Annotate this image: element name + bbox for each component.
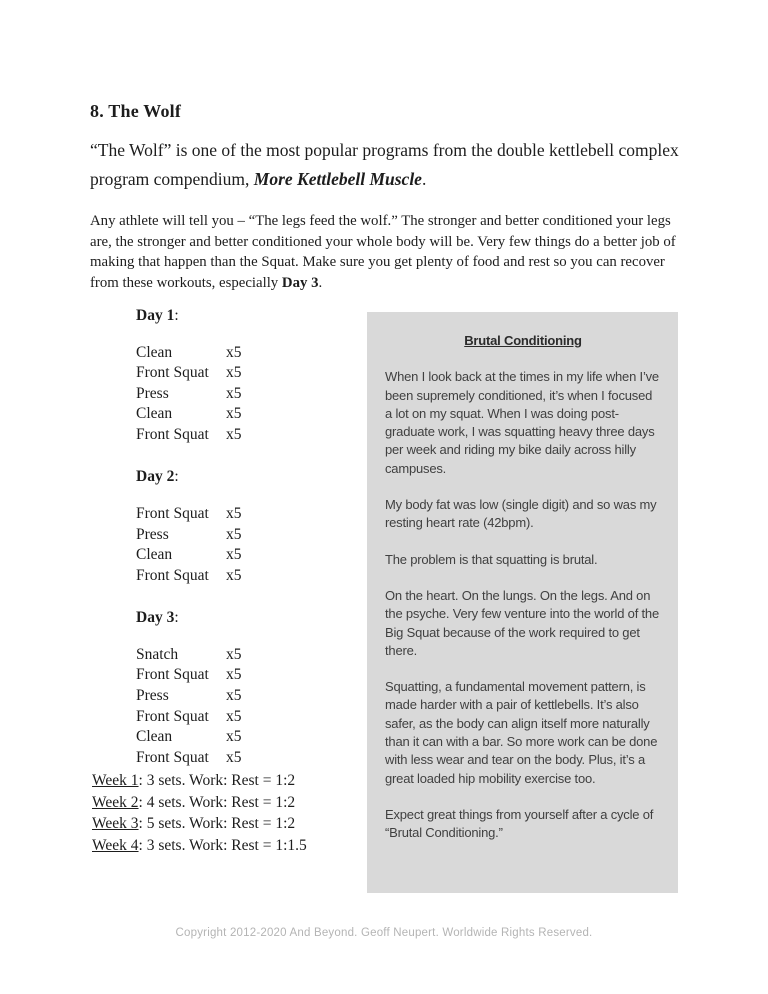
exercise-reps: x5 [226,364,242,382]
exercise-reps: x5 [226,748,242,766]
day-1-colon: : [174,307,179,324]
exercise-reps: x5 [226,525,242,543]
day-3-heading [136,608,356,629]
exercise-row [136,707,356,728]
exercise-row [136,363,356,384]
week-row [92,835,307,857]
exercise-reps: x5 [226,645,242,663]
exercise-reps: x5 [226,566,242,584]
day-2-block [136,467,356,586]
body-text-before: Any athlete will tell you – “The legs feed the wolf.” The stronger and better conditioned your legs are, the stronger and better conditioned your whole body will be. Very few things do a better job of making that happen than the Squat. Make sure you get plenty of food and rest so you can recover from these workouts, especially [90,213,676,291]
day-3-block [136,608,356,768]
section-heading: 8. The Wolf [90,101,182,122]
exercise-name: Clean [136,546,173,564]
exercise-row [136,748,356,769]
copyright-footer: Copyright 2012-2020 And Beyond. Geoff Neupert. Worldwide Rights Reserved. [175,927,593,939]
exercise-name: Press [136,384,169,402]
exercise-name: Front Squat [136,707,209,725]
day-2-heading [136,467,356,488]
week-schedule [92,770,307,856]
exercise-name: Clean [136,343,173,361]
intro-paragraph [90,136,692,194]
sidebar-paragraph: My body fat was low (single digit) and so was my resting heart rate (42bpm). [385,497,657,531]
exercise-reps: x5 [226,546,242,564]
exercise-name: Front Squat [136,504,209,522]
sidebar-paragraph: Squatting, a fundamental movement pattern, is made harder with a pair of kettlebells. It’s also safer, as the body can align itself more naturally than it can with a bar. So more work can be done with less wear and tear on the body. Plus, it’s a great loaded hip mobility exercise too. [385,679,658,786]
workout-program [136,306,356,768]
exercise-row [136,343,356,364]
exercise-row [136,404,356,425]
exercise-row [136,545,356,566]
exercise-name: Snatch [136,645,179,663]
exercise-reps: x5 [226,425,242,443]
exercise-name: Front Squat [136,566,209,584]
day-3-colon: : [174,609,179,627]
body-text-after: . [318,274,323,291]
week-details: : 3 sets. Work: Rest = 1:2 [138,772,296,789]
body-bold-text: Day 3 [281,274,319,291]
exercise-name: Front Squat [136,364,209,382]
exercise-row [136,525,356,546]
week-details: : 5 sets. Work: Rest = 1:2 [138,815,296,832]
day-3-label: Day 3 [136,609,175,627]
week-row [92,792,307,814]
body-paragraph [90,211,690,293]
intro-text-after: . [421,169,427,189]
exercise-name: Front Squat [136,425,209,443]
week-row [92,813,307,835]
day-2-label: Day 2 [136,468,175,486]
exercise-name: Front Squat [136,748,209,766]
book-title: More Kettlebell Muscle [253,169,422,189]
week-row [92,770,307,792]
exercise-reps: x5 [226,384,242,402]
week-details: : 3 sets. Work: Rest = 1:1.5 [138,836,307,854]
week-label: Week 2 [92,793,139,811]
exercise-row [136,425,356,446]
exercise-name: Clean [136,728,173,746]
exercise-reps: x5 [226,687,242,705]
week-label: Week 4 [92,836,139,854]
week-label: Week 3 [92,815,139,832]
sidebar-paragraph: On the heart. On the lungs. On the legs. And on the psyche. Very few venture into the world of the Big Squat because of the work required to get there. [385,587,659,658]
exercise-row [136,686,356,707]
day-1-label: Day 1 [136,307,175,324]
exercise-name: Front Squat [136,666,209,684]
sidebar-title: Brutal Conditioning [464,333,582,348]
exercise-reps: x5 [226,707,242,725]
exercise-row [136,665,356,686]
week-details: : 4 sets. Work: Rest = 1:2 [138,793,296,811]
exercise-name: Press [136,525,169,543]
exercise-name: Press [136,687,169,705]
exercise-reps: x5 [226,504,242,522]
day-1-heading [136,306,356,327]
exercise-reps: x5 [226,666,242,684]
exercise-name: Clean [136,405,173,423]
intro-text-before: “The Wolf” is one of the most popular programs from the double kettlebell complex program compendium, [90,140,679,189]
exercise-reps: x5 [226,405,242,423]
exercise-reps: x5 [226,728,242,746]
sidebar-paragraph: Expect great things from yourself after a cycle of “Brutal Conditioning.” [385,806,654,841]
week-label: Week 1 [92,772,139,789]
day-1-block [136,306,356,445]
exercise-row [136,645,356,666]
day-2-colon: : [174,468,179,486]
exercise-reps: x5 [226,343,242,361]
exercise-row [136,384,356,405]
exercise-row [136,727,356,748]
exercise-row [136,504,356,525]
sidebar-paragraph: When I look back at the times in my life when I’ve been supremely conditioned, it’s when I focused a lot on my squat. When I was doing post-graduate work, I was squatting heavy three days per week and riding my bike daily across hilly campuses. [385,369,659,476]
sidebar-paragraph: The problem is that squatting is brutal. [385,551,598,567]
brutal-conditioning-box [367,312,678,893]
exercise-row [136,566,356,587]
